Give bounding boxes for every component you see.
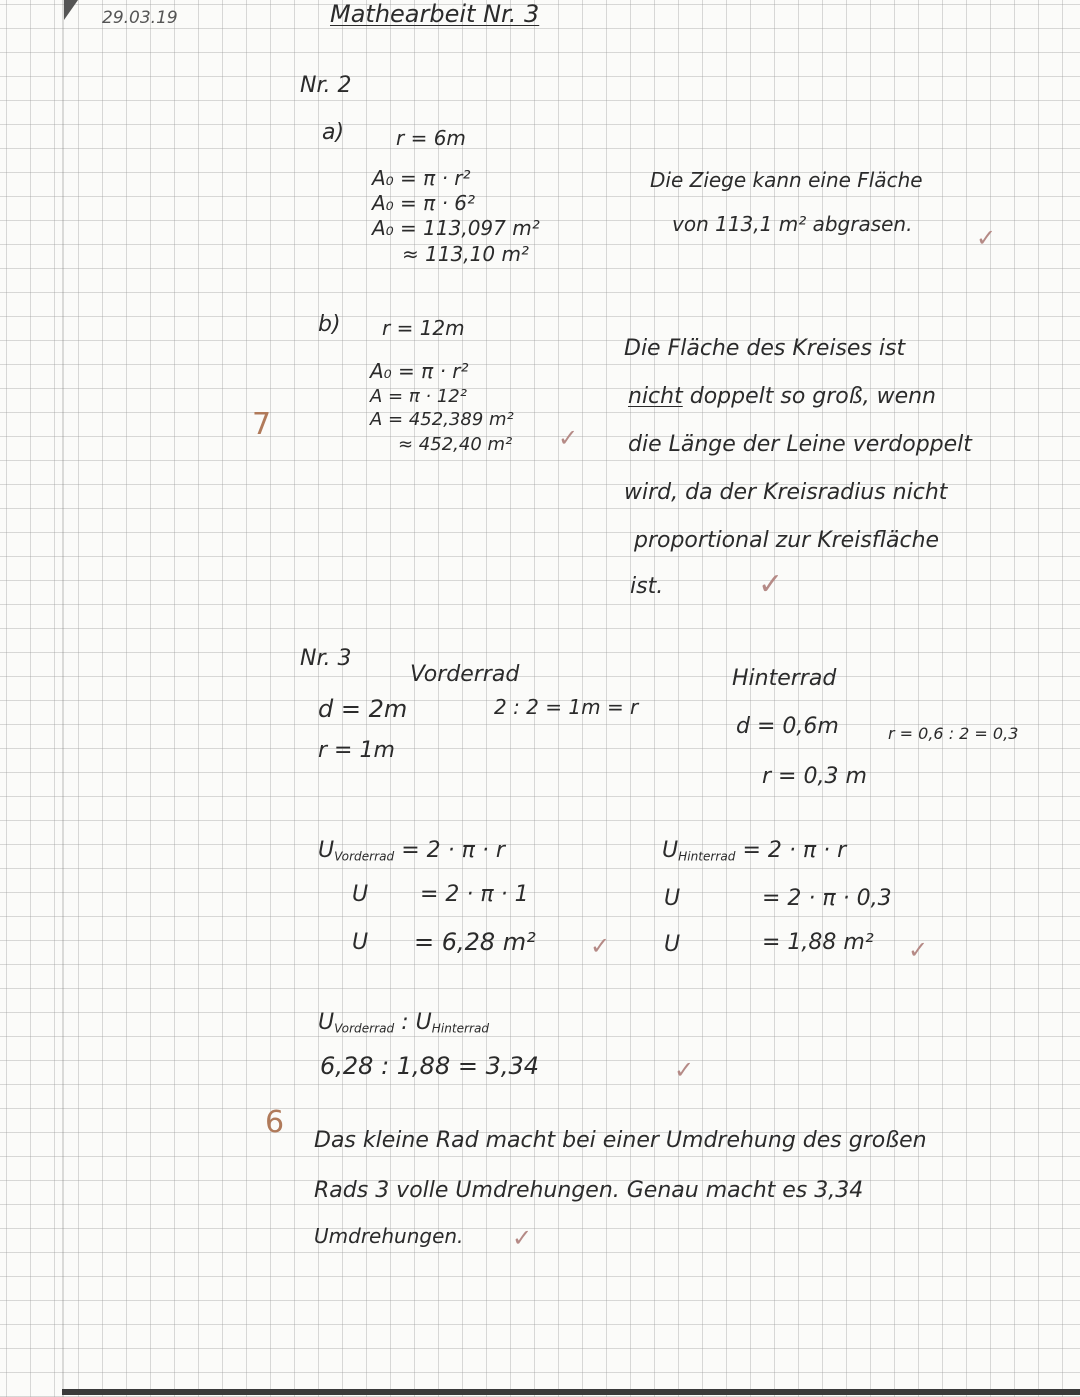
grade-task3: 6	[265, 1105, 285, 1140]
task2a-label: a)	[322, 120, 345, 145]
u-rear-subscript: Hinterrad	[678, 849, 736, 864]
check-mark: ✓	[674, 1056, 695, 1084]
check-mark: ✓	[758, 567, 784, 602]
ratio-result: 6,28 : 1,88 = 3,34	[320, 1052, 540, 1080]
conclusion-line2: Rads 3 volle Umdrehungen. Genau macht es 3,34	[314, 1178, 864, 1203]
task2b-answer-line2	[628, 386, 936, 408]
front-radius-calc: 2 : 2 = 1m = r	[494, 695, 639, 719]
task2a-line2: A₀ = π · 6²	[372, 191, 476, 215]
u-rear-line2-left: U	[664, 886, 681, 911]
grade-task2: 7	[252, 407, 272, 442]
u-front-subscript: Vorderrad	[334, 849, 395, 864]
task2b-answer-line5: proportional zur Kreisfläche	[634, 528, 940, 553]
task2a-answer-line2: von 113,1 m² abgrasen.	[672, 212, 913, 236]
ratio-u-rear-sub: Hinterrad	[431, 1021, 490, 1036]
rear-wheel-diameter: d = 0,6m	[736, 714, 839, 739]
u-front-line2-right: = 2 · π · 1	[420, 882, 529, 907]
conclusion-line1: Das kleine Rad macht bei einer Umdrehung des großen	[314, 1128, 927, 1153]
u-front-symbol: U	[318, 838, 335, 863]
task2a-answer-line1: Die Ziege kann eine Fläche	[650, 168, 923, 192]
u-rear-line2-right: = 2 · π · 0,3	[762, 886, 892, 911]
page-bottom-edge	[62, 1389, 1080, 1395]
u-front-line1	[318, 840, 505, 863]
task2b-line1: A₀ = π · r²	[370, 359, 469, 383]
ratio-u-front-sub: Vorderrad	[334, 1021, 395, 1036]
check-mark: ✓	[590, 932, 611, 960]
task3-heading: Nr. 3	[300, 646, 352, 671]
task2a-radius: r = 6m	[396, 126, 466, 150]
u-rear-symbol: U	[662, 838, 679, 863]
task2a-line3: A₀ = 113,097 m²	[372, 216, 540, 240]
ratio-line1	[318, 1012, 489, 1035]
u-rear-line3-left: U	[664, 932, 681, 957]
margin-line	[62, 0, 64, 1397]
front-wheel-radius: r = 1m	[318, 738, 395, 763]
check-mark: ✓	[908, 936, 929, 964]
check-mark: ✓	[512, 1224, 533, 1252]
task2b-radius: r = 12m	[382, 316, 465, 340]
u-front-result: = 6,28 m²	[414, 928, 536, 956]
check-mark: ✓	[558, 424, 579, 452]
front-wheel-label: Vorderrad	[410, 662, 520, 687]
task2b-line3: A = 452,389 m²	[370, 409, 514, 430]
rear-radius-calc: r = 0,6 : 2 = 0,3	[888, 724, 1019, 743]
page-title: Mathearbeit Nr. 3	[330, 0, 540, 28]
task2b-answer-line4: wird, da der Kreisradius nicht	[624, 480, 948, 505]
task2b-line2: A = π · 12²	[370, 386, 467, 407]
corner-mark	[64, 0, 78, 20]
rear-wheel-radius: r = 0,3 m	[762, 764, 867, 789]
u-rear-formula: = 2 · π · r	[742, 838, 847, 863]
ratio-u-rear: U	[415, 1010, 432, 1035]
task2b-answer-line6: ist.	[630, 574, 664, 599]
task2b-answer-nicht: nicht	[628, 384, 683, 409]
task2a-line4: ≈ 113,10 m²	[402, 242, 529, 266]
task2b-label: b)	[318, 312, 341, 337]
conclusion-line3: Umdrehungen.	[314, 1224, 464, 1248]
u-front-line3-left: U	[352, 930, 369, 955]
ratio-u-front: U	[318, 1010, 335, 1035]
u-front-line2-left: U	[352, 882, 369, 907]
date: 29.03.19	[102, 8, 178, 28]
rear-wheel-label: Hinterrad	[732, 666, 837, 691]
task2b-line4: ≈ 452,40 m²	[398, 434, 513, 455]
u-front-formula: = 2 · π · r	[401, 838, 505, 863]
check-mark: ✓	[976, 224, 997, 252]
task2-heading: Nr. 2	[300, 73, 352, 98]
u-rear-result: = 1,88 m²	[762, 930, 874, 955]
task2b-answer-line1: Die Fläche des Kreises ist	[624, 336, 906, 361]
u-rear-line1	[662, 840, 846, 863]
front-wheel-diameter: d = 2m	[318, 695, 408, 723]
ratio-colon: :	[401, 1010, 409, 1035]
task2a-line1: A₀ = π · r²	[372, 166, 471, 190]
task2b-answer-line3: die Länge der Leine verdoppelt	[628, 432, 972, 457]
task2b-answer-line2-rest: doppelt so groß, wenn	[689, 384, 936, 409]
